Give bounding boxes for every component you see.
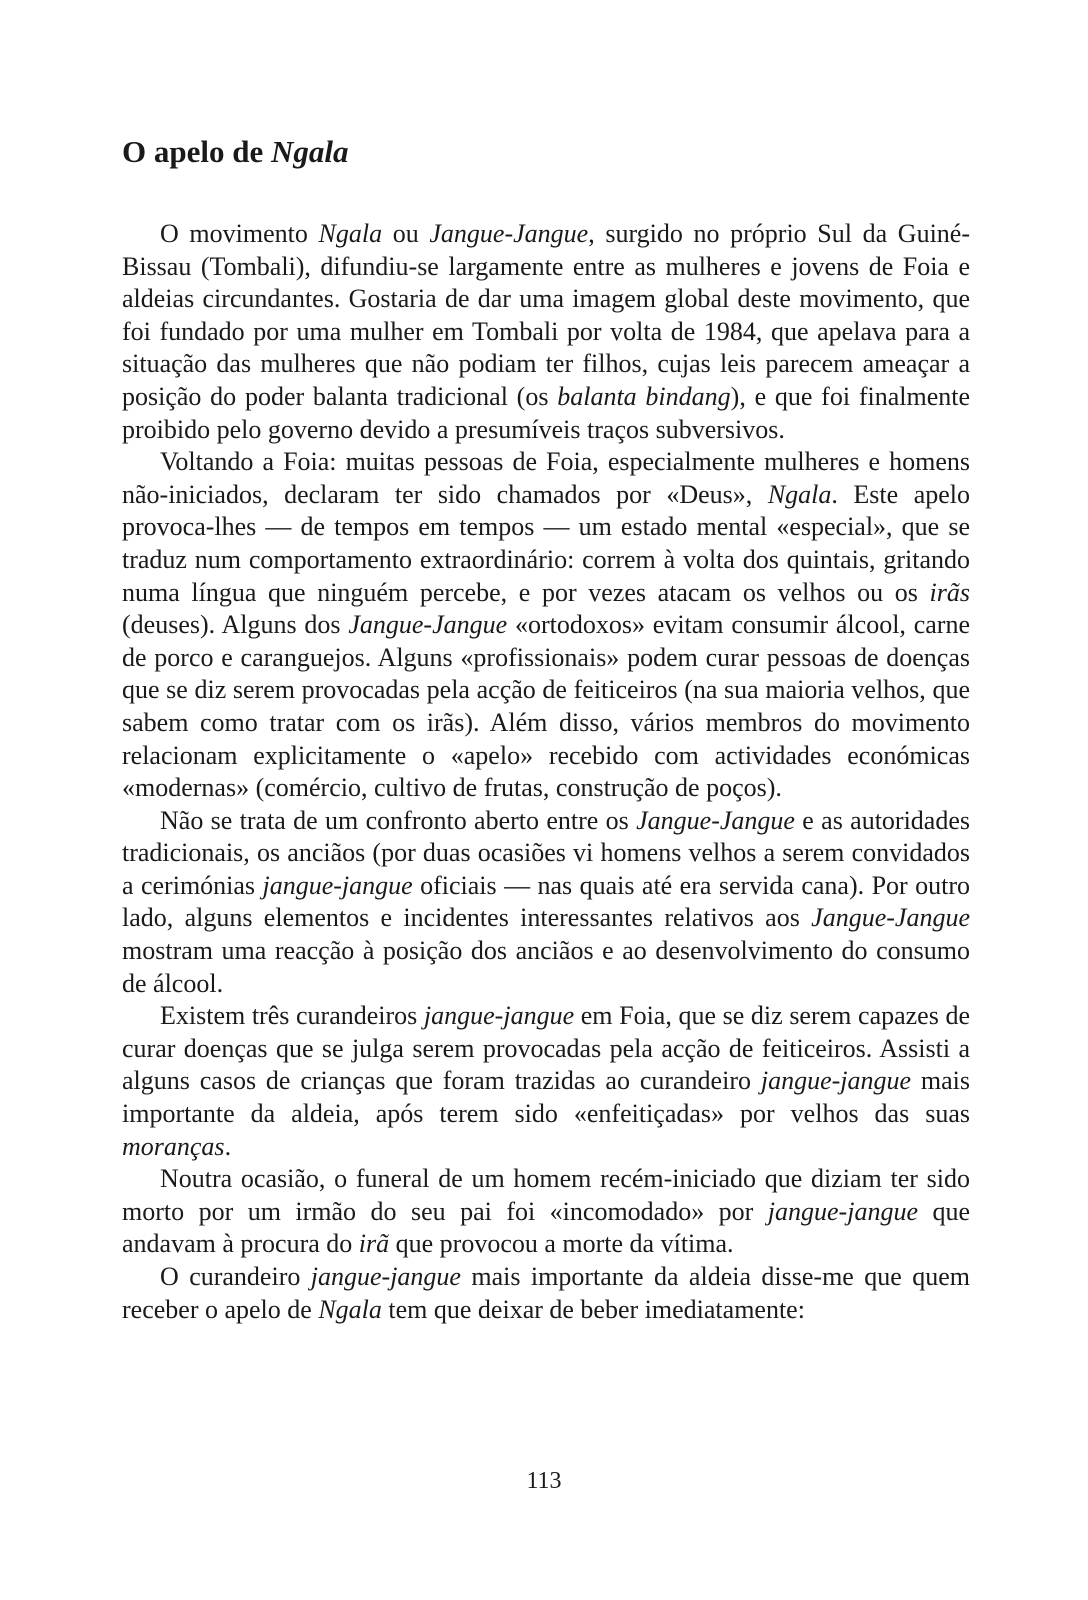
text-run: Voltando a Foia: muitas pessoas de Foia, especialmente mulheres e homens não-iniciados, declaram ter sido chamados por «Deus», [122, 447, 970, 509]
text-run: ou [382, 219, 430, 248]
text-run: Existem três curandeiros [160, 1001, 424, 1031]
text-run: O curandeiro [160, 1262, 311, 1291]
body-text [122, 218, 970, 1326]
text-run: . [224, 1131, 232, 1161]
text-run: . Este apelo provoca-lhes — de tempos em tempos — um estado mental «especial», que se traduz num comportamento extraordinário: correm à volta dos quintais, gritando numa língua que ninguém percebe, e por vezes atacam os velhos ou os [122, 479, 970, 607]
text-run: em Foia, que se diz serem capazes de curar doenças que se julga serem provocadas pela acção de feiticeiros. Assisti a alguns casos de crianças que foram trazidas ao curandeiro [122, 1001, 971, 1096]
text-run: mais importante da aldeia disse-me que quem receber o apelo de [122, 1262, 970, 1324]
italic-term: jangue-jangue [262, 870, 413, 900]
italic-term: jangue-jangue [760, 1066, 912, 1096]
section-title [122, 130, 970, 174]
paragraph [122, 1261, 970, 1326]
italic-term: balanta bindang [557, 381, 731, 411]
text-run: que provocou a morte da vítima. [389, 1229, 734, 1259]
text-run: O movimento [160, 219, 319, 248]
text-run: e as autoridades tradicionais, os anciãos (por duas ocasiões vi homens velhos a serem convidados a cerimónias [122, 805, 970, 900]
text-run: Não se trata de um confronto aberto entre os [160, 805, 637, 835]
italic-term: Ngala [318, 219, 383, 248]
italic-term: jangue-jangue [423, 1001, 575, 1031]
text-run: tem que deixar de beber imediatamente: [381, 1294, 805, 1324]
text-run: , surgido no próprio Sul da Guiné-Bissau (Tombali), difundiu-se largamente entre as mulheres e jovens de Foia e aldeias circundantes. Gostaria de dar uma imagem global deste movimento, que foi fundado por uma mulher em Tombali por volta de 1984, que apelava para a situação das mulheres que não podiam ter filhos, cujas leis parecem ameaçar a posição do poder balanta tradicional (os [122, 219, 971, 411]
paragraph [122, 805, 970, 1001]
section-title-italic: Ngala [270, 134, 349, 169]
page-number: 113 [526, 1468, 562, 1494]
italic-term: Ngala [318, 1294, 382, 1324]
paragraph [122, 1000, 970, 1163]
italic-term: Jangue-Jangue [348, 610, 508, 640]
text-run: ), e que foi finalmente proibido pelo governo devido a presumíveis traços subversivos. [122, 381, 971, 444]
page-body [122, 130, 970, 1326]
section-title-text: O apelo de [122, 134, 271, 169]
paragraph [122, 1163, 970, 1261]
italic-term: Ngala [767, 479, 832, 509]
italic-term: moranças [122, 1131, 225, 1161]
text-run: oficiais — nas quais até era servida cana). Por outro lado, alguns elementos e incidentes interessantes relativos aos [122, 870, 971, 933]
italic-term: Jangue-Jangue [811, 903, 970, 933]
text-run: mais importante da aldeia, após terem sido «enfeitiçadas» por velhos das suas [122, 1066, 971, 1129]
italic-term: Jangue-Jangue [636, 805, 795, 835]
italic-term: jangue-jangue [767, 1196, 918, 1226]
text-run: (deuses). Alguns dos [122, 610, 349, 640]
text-run: que andavam à procura do [122, 1196, 970, 1259]
italic-term: irãs [929, 577, 970, 607]
paragraph [122, 218, 970, 446]
italic-term: jangue-jangue [310, 1262, 461, 1291]
paragraph [122, 446, 970, 805]
text-run: «ortodoxos» evitam consumir álcool, carne de porco e caranguejos. Alguns «profissionais» podem curar pessoas de doenças que se diz serem provocadas pela acção de feiticeiros (na sua maioria velhos, que sabem como tratar com os irãs). Além disso, vários membros do movimento relacionam explicitamente o «apelo» recebido com actividades económicas «modernas» (comércio, cultivo de frutas, construção de poços). [122, 610, 970, 803]
italic-term: Jangue-Jangue [429, 219, 589, 248]
text-run: Noutra ocasião, o funeral de um homem recém-iniciado que diziam ter sido morto por um irmão do seu pai foi «incomodado» por [122, 1164, 970, 1226]
text-run: mostram uma reacção à posição dos anciãos e ao desenvolvimento do consumo de álcool. [122, 936, 970, 998]
italic-term: irã [358, 1229, 390, 1259]
